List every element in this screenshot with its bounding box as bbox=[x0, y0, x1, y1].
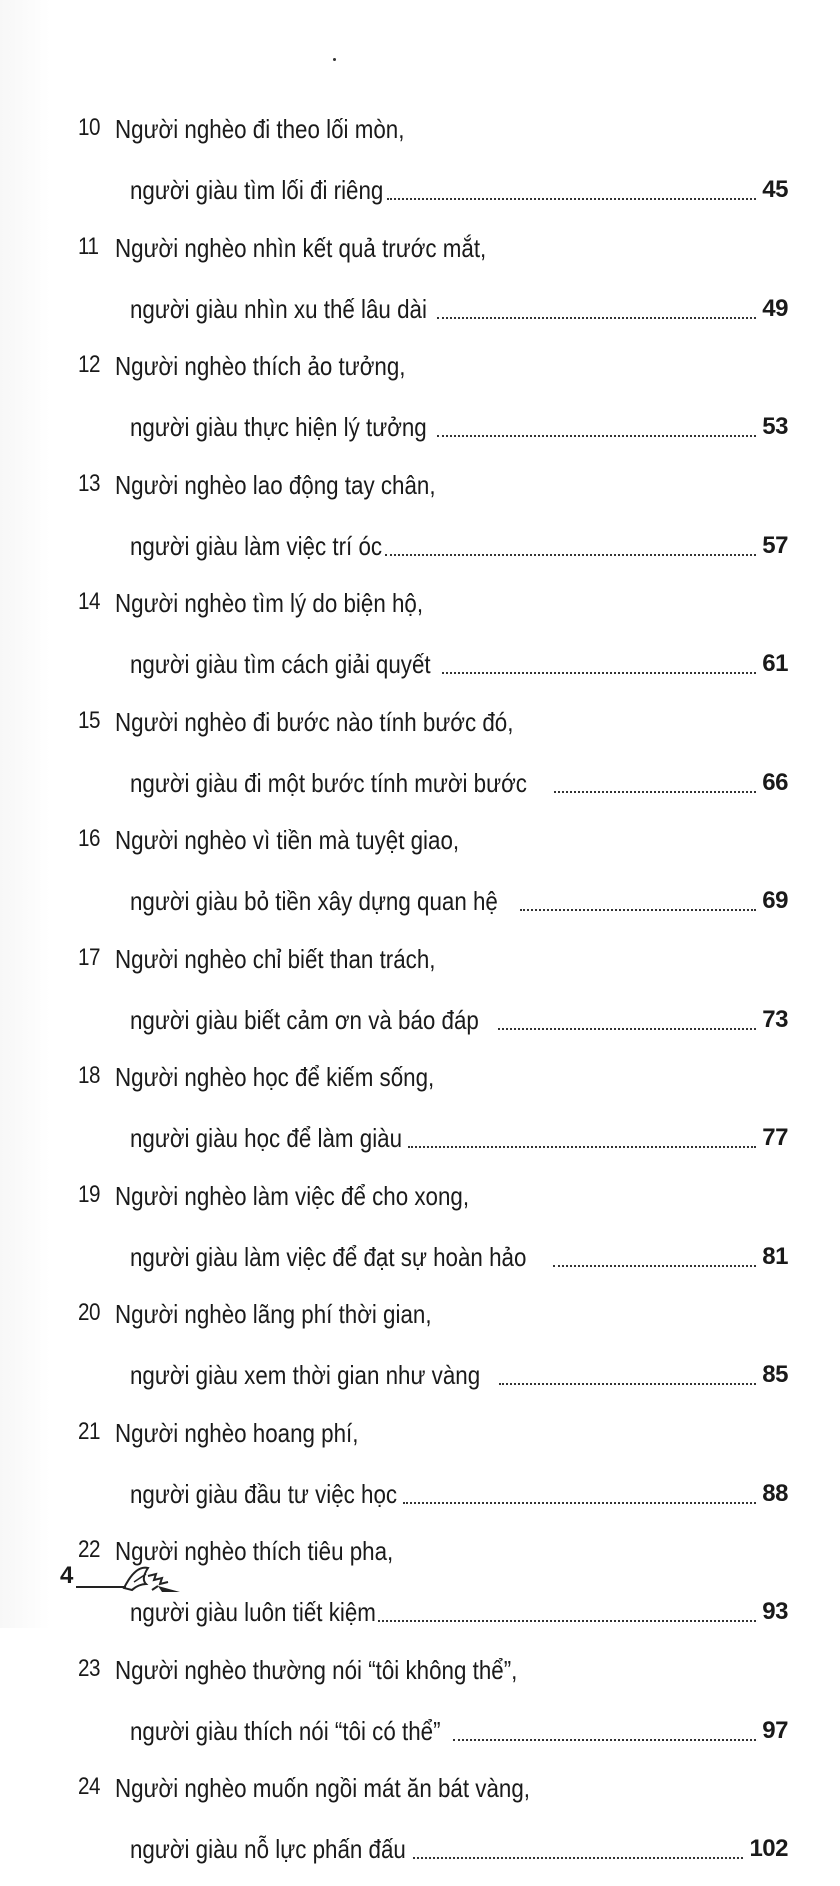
entry-title-line2-row bbox=[130, 881, 788, 917]
entry-title-line1: Người nghèo lao động tay chân, bbox=[115, 469, 436, 500]
toc-entry bbox=[0, 227, 840, 346]
toc-entry bbox=[0, 1293, 840, 1412]
entry-number: 21 bbox=[78, 1417, 101, 1445]
entry-title-line2-row bbox=[130, 1237, 788, 1273]
footer-rule bbox=[76, 1586, 126, 1588]
entry-number: 11 bbox=[78, 232, 99, 260]
entry-title-line1: Người nghèo nhìn kết quả trước mắt, bbox=[115, 232, 487, 263]
entry-title-line2: người giàu luôn tiết kiệm bbox=[130, 1597, 376, 1627]
entry-title-line2: người giàu bỏ tiền xây dựng quan hệ bbox=[130, 886, 498, 916]
entry-title-line2-row bbox=[130, 1000, 788, 1036]
entry-title-line2: người giàu tìm cách giải quyết bbox=[130, 649, 431, 679]
footer-page-number: 4 bbox=[60, 1562, 74, 1589]
toc-entry bbox=[0, 108, 840, 227]
dot-leader bbox=[437, 317, 756, 319]
printer-dot bbox=[333, 58, 336, 61]
entry-title-line2: người giàu thực hiện lý tưởng bbox=[130, 412, 427, 442]
entry-page-number: 57 bbox=[762, 531, 788, 559]
dot-leader bbox=[413, 1857, 744, 1859]
entry-title-line1: Người nghèo hoang phí, bbox=[115, 1417, 359, 1448]
entry-title-line2: người giàu nỗ lực phấn đấu bbox=[130, 1834, 406, 1864]
entry-number: 14 bbox=[78, 588, 101, 615]
page-footer bbox=[60, 1562, 200, 1602]
entry-title-line1: Người nghèo làm việc để cho xong, bbox=[115, 1180, 470, 1211]
entry-page-number: 77 bbox=[762, 1124, 788, 1151]
table-of-contents bbox=[0, 108, 840, 1886]
entry-title-line2-row bbox=[130, 170, 788, 206]
toc-entry bbox=[0, 464, 840, 583]
entry-title-line1: Người nghèo lãng phí thời gian, bbox=[115, 1299, 432, 1329]
entry-title-line2-row bbox=[130, 1829, 788, 1865]
entry-number: 17 bbox=[78, 943, 101, 971]
entry-title-line1: Người nghèo tìm lý do biện hộ, bbox=[115, 588, 424, 618]
dot-leader bbox=[408, 1146, 756, 1148]
entry-number: 12 bbox=[78, 351, 101, 378]
entry-title-line2-row bbox=[130, 763, 788, 799]
entry-title-line2-row bbox=[130, 644, 788, 680]
entry-title-line2: người giàu xem thời gian như vàng bbox=[130, 1360, 481, 1390]
entry-title-line2: người giàu học để làm giàu bbox=[130, 1123, 403, 1153]
entry-page-number: 61 bbox=[762, 650, 788, 677]
toc-entry bbox=[0, 701, 840, 820]
toc-entry bbox=[0, 819, 840, 938]
entry-number: 23 bbox=[78, 1654, 101, 1682]
entry-page-number: 53 bbox=[762, 413, 788, 440]
entry-number: 15 bbox=[78, 706, 101, 734]
entry-page-number: 93 bbox=[762, 1598, 788, 1625]
entry-title-line1: Người nghèo đi theo lối mòn, bbox=[115, 114, 405, 144]
dot-leader bbox=[437, 435, 756, 437]
entry-title-line1: Người nghèo đi bước nào tính bước đó, bbox=[115, 706, 514, 737]
toc-entry bbox=[0, 1767, 840, 1886]
toc-entry bbox=[0, 938, 840, 1057]
entry-page-number: 73 bbox=[762, 1005, 788, 1033]
entry-title-line2-row bbox=[130, 1711, 788, 1747]
feather-quill-icon bbox=[122, 1562, 184, 1596]
dot-leader bbox=[442, 672, 757, 674]
entry-title-line1: Người nghèo muốn ngồi mát ăn bát vàng, bbox=[115, 1773, 530, 1803]
dot-leader bbox=[387, 198, 757, 200]
entry-title-line2-row bbox=[130, 1355, 788, 1391]
toc-entry bbox=[0, 345, 840, 464]
entry-number: 10 bbox=[78, 114, 101, 141]
entry-title-line1: Người nghèo thích tiêu pha, bbox=[115, 1536, 394, 1566]
entry-number: 22 bbox=[78, 1536, 101, 1563]
dot-leader bbox=[403, 1502, 757, 1504]
entry-title-line2-row bbox=[130, 289, 788, 325]
entry-number: 18 bbox=[78, 1062, 101, 1089]
entry-page-number: 102 bbox=[749, 1835, 788, 1862]
entry-page-number: 69 bbox=[762, 887, 788, 914]
entry-title-line2: người giàu đầu tư việc học bbox=[130, 1478, 398, 1509]
entry-title-line1: Người nghèo chỉ biết than trách, bbox=[115, 943, 436, 974]
entry-number: 13 bbox=[78, 469, 101, 497]
entry-title-line2: người giàu nhìn xu thế lâu dài bbox=[130, 293, 427, 324]
toc-entry bbox=[0, 582, 840, 701]
entry-page-number: 49 bbox=[762, 294, 788, 322]
entry-title-line2-row bbox=[130, 1474, 788, 1510]
toc-entry bbox=[0, 1649, 840, 1768]
dot-leader bbox=[378, 1620, 756, 1622]
entry-title-line2-row bbox=[130, 1592, 788, 1628]
dot-leader bbox=[385, 554, 756, 556]
dot-leader bbox=[553, 1265, 756, 1267]
dot-leader bbox=[498, 1028, 757, 1030]
dot-leader bbox=[499, 1383, 756, 1385]
entry-title-line2-row bbox=[130, 407, 788, 443]
toc-entry bbox=[0, 1056, 840, 1175]
entry-title-line1: Người nghèo thích ảo tưởng, bbox=[115, 351, 406, 381]
entry-number: 20 bbox=[78, 1299, 101, 1326]
entry-page-number: 45 bbox=[762, 176, 788, 203]
entry-title-line2: người giàu biết cảm ơn và báo đáp bbox=[130, 1004, 479, 1035]
entry-page-number: 88 bbox=[762, 1479, 788, 1507]
toc-entry bbox=[0, 1175, 840, 1294]
dot-leader bbox=[554, 791, 757, 793]
entry-title-line2: người giàu đi một bước tính mười bước bbox=[130, 767, 527, 798]
entry-title-line2: người giàu tìm lối đi riêng bbox=[130, 175, 384, 205]
entry-title-line1: Người nghèo vì tiền mà tuyệt giao, bbox=[115, 825, 460, 855]
entry-title-line1: Người nghèo học để kiếm sống, bbox=[115, 1062, 435, 1092]
entry-page-number: 66 bbox=[762, 768, 788, 796]
entry-title-line2: người giàu thích nói “tôi có thể” bbox=[130, 1715, 441, 1746]
dot-leader bbox=[453, 1739, 756, 1741]
entry-page-number: 81 bbox=[762, 1242, 788, 1270]
entry-number: 19 bbox=[78, 1180, 101, 1208]
entry-page-number: 97 bbox=[762, 1716, 788, 1744]
dot-leader bbox=[520, 909, 757, 911]
entry-number: 24 bbox=[78, 1773, 101, 1800]
entry-title-line2: người giàu làm việc trí óc bbox=[130, 530, 383, 561]
entry-title-line2-row bbox=[130, 1118, 788, 1154]
entry-title-line2-row bbox=[130, 526, 788, 562]
entry-page-number: 85 bbox=[762, 1361, 788, 1388]
entry-title-line2: người giàu làm việc để đạt sự hoàn hảo bbox=[130, 1241, 527, 1272]
toc-entry bbox=[0, 1412, 840, 1531]
entry-title-line1: Người nghèo thường nói “tôi không thể”, bbox=[115, 1654, 518, 1685]
entry-number: 16 bbox=[78, 825, 101, 852]
